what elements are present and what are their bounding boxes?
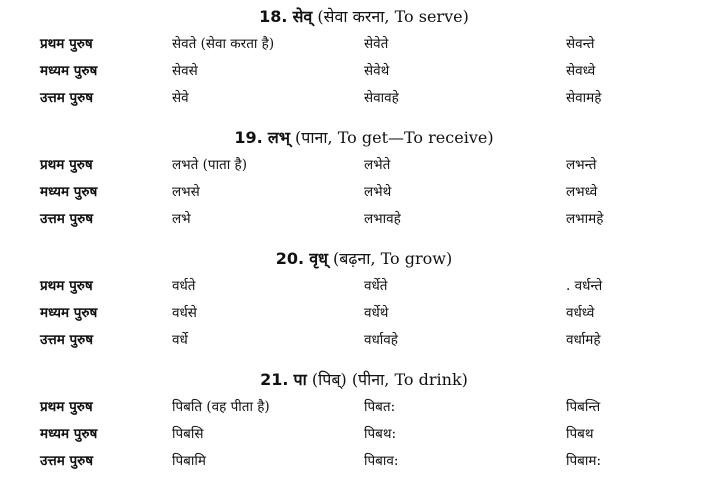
singular-form: पिबसि: [172, 426, 204, 442]
conjugation-row: [0, 180, 728, 204]
verb-root: वृध्: [309, 249, 328, 268]
verb-root: पा: [293, 370, 307, 389]
dual-form: लभेते: [364, 157, 391, 173]
verb-root: सेव्: [292, 7, 313, 26]
singular-form: वर्धे: [172, 332, 188, 348]
verb-heading: [0, 6, 728, 28]
verb-number: 21.: [260, 370, 289, 389]
singular-form: पिबामि: [172, 453, 206, 469]
dual-form: सेवेथे: [364, 63, 390, 79]
person-label: मध्यम पुरुष: [40, 426, 98, 442]
person-label: प्रथम पुरुष: [40, 399, 93, 415]
verb-meaning: (बढ़ना, To grow): [333, 249, 453, 268]
dual-form: वर्धेथे: [364, 305, 389, 321]
conjugation-row: [0, 422, 728, 446]
person-label: प्रथम पुरुष: [40, 157, 93, 173]
plural-form: पिबाम:: [566, 453, 601, 469]
plural-form: . वर्धन्ते: [566, 278, 603, 294]
dual-form: सेवावहे: [364, 90, 399, 106]
conjugation-row: [0, 32, 728, 56]
conjugation-row: [0, 274, 728, 298]
singular-form: लभे: [172, 211, 191, 227]
verb-section: [0, 0, 728, 121]
conjugation-row: [0, 59, 728, 83]
dual-form: लभेथे: [364, 184, 392, 200]
verb-section: [0, 242, 728, 363]
verb-meaning: (सेवा करना, To serve): [317, 7, 469, 26]
dual-form: पिबथ:: [364, 426, 397, 442]
conjugation-row: [0, 301, 728, 325]
verb-meaning: (पिब्) (पीना, To drink): [311, 370, 468, 389]
singular-form: सेवसे: [172, 63, 198, 79]
verb-heading: [0, 369, 728, 391]
verb-section: [0, 363, 728, 484]
person-label: उत्तम पुरुष: [40, 90, 94, 106]
plural-form: लभध्वे: [566, 184, 598, 200]
dual-form: वर्धावहे: [364, 332, 398, 348]
conjugation-row: [0, 86, 728, 110]
plural-form: सेवध्वे: [566, 63, 596, 79]
verb-number: 19.: [234, 128, 263, 147]
conjugation-row: [0, 395, 728, 419]
dual-form: सेवेते: [364, 36, 389, 52]
plural-form: वर्धध्वे: [566, 305, 595, 321]
person-label: मध्यम पुरुष: [40, 184, 98, 200]
verb-number: 18.: [259, 7, 288, 26]
singular-form: पिबति (वह पीता है): [172, 399, 270, 415]
person-label: उत्तम पुरुष: [40, 332, 94, 348]
verb-section: [0, 121, 728, 242]
dual-form: पिबाव:: [364, 453, 399, 469]
verb-number: 20.: [275, 249, 305, 268]
dual-form: वर्धेते: [364, 278, 388, 294]
singular-form: वर्धसे: [172, 305, 197, 321]
plural-form: पिबथ: [566, 426, 594, 442]
person-label: प्रथम पुरुष: [40, 278, 93, 294]
singular-form: सेवते (सेवा करता है): [172, 36, 275, 52]
singular-form: लभते (पाता है): [172, 157, 247, 173]
verb-meaning: (पाना, To get—To receive): [295, 128, 494, 147]
person-label: प्रथम पुरुष: [40, 36, 93, 52]
conjugation-row: [0, 153, 728, 177]
verb-heading: [0, 127, 728, 149]
dual-form: लभावहे: [364, 211, 401, 227]
conjugation-row: [0, 207, 728, 231]
plural-form: लभन्ते: [566, 157, 597, 173]
plural-form: लभामहे: [566, 211, 604, 227]
plural-form: सेवामहे: [566, 90, 602, 106]
conjugation-row: [0, 328, 728, 352]
verb-heading: [0, 248, 728, 270]
singular-form: सेवे: [172, 90, 189, 106]
dual-form: पिबत:: [364, 399, 396, 415]
person-label: मध्यम पुरुष: [40, 63, 98, 79]
singular-form: वर्धते: [172, 278, 196, 294]
verb-root: लभ्: [267, 128, 290, 147]
plural-form: सेवन्ते: [566, 36, 595, 52]
plural-form: वर्धामहे: [566, 332, 601, 348]
person-label: उत्तम पुरुष: [40, 211, 94, 227]
person-label: मध्यम पुरुष: [40, 305, 98, 321]
conjugation-row: [0, 449, 728, 473]
plural-form: पिबन्ति: [566, 399, 601, 415]
singular-form: लभसे: [172, 184, 200, 200]
person-label: उत्तम पुरुष: [40, 453, 94, 469]
